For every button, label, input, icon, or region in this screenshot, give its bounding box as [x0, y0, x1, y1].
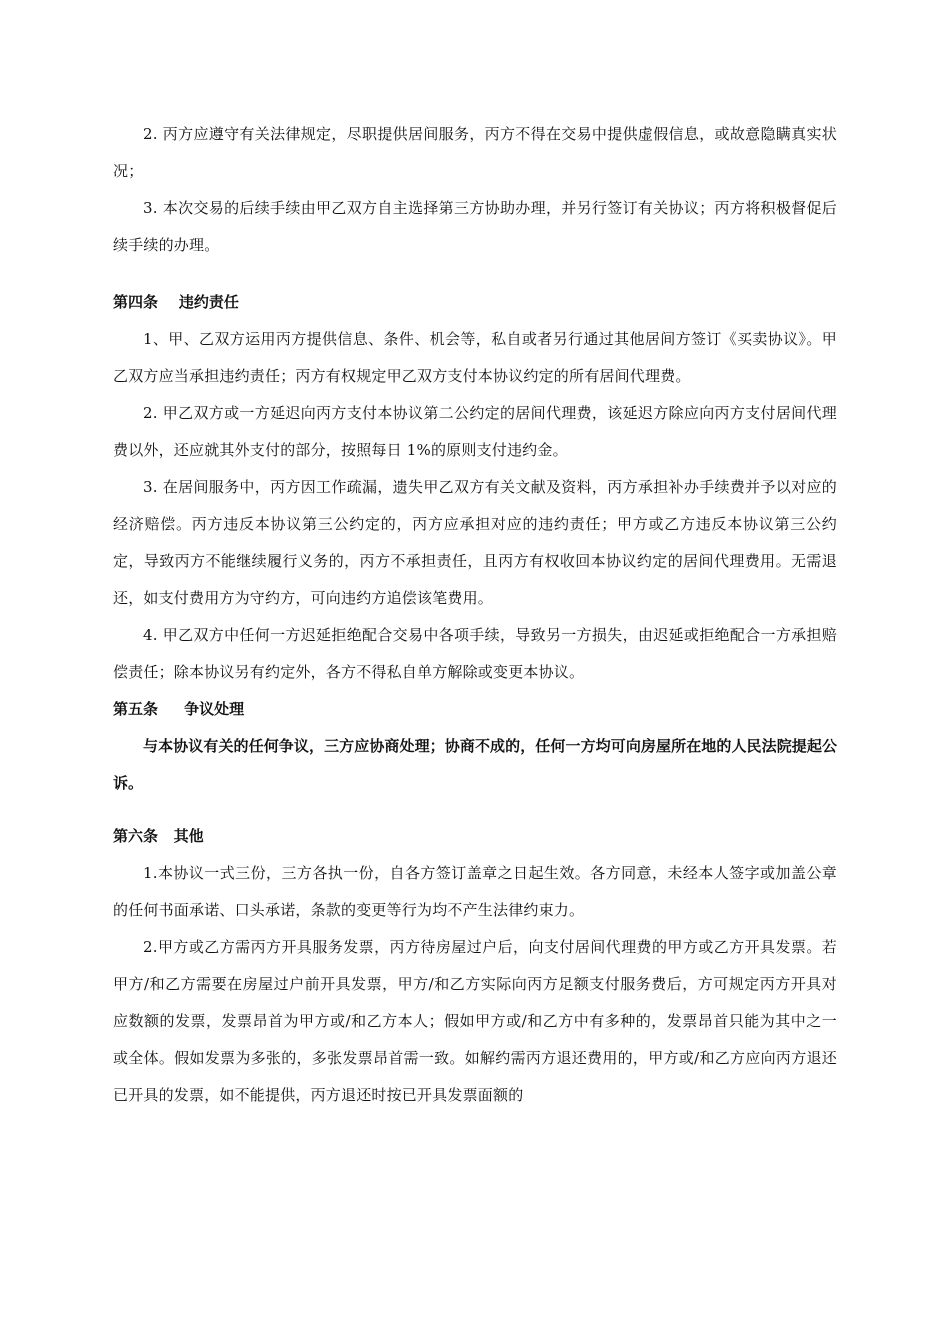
article-6-item-2: 2.甲方或乙方需丙方开具服务发票，丙方待房屋过户后，向支付居间代理费的甲方或乙方开具发票。若甲方/和乙方需要在房屋过户前开具发票，甲方/和乙方实际向丙方足额支付服务费后，方可规定丙方开具对应数额的发票，发票昂首为甲方或/和乙方本人；假如甲方或/和乙方中有多种的，发票昂首只能为其中之一或全体。假如发票为多张的，多张发票昂首需一致。如解约需丙方退还费用的，甲方或/和乙方应向丙方退还已开具的发票，如不能提供，丙方退还时按已开具发票面额的	[113, 938, 837, 1104]
clause-3-item-2: 2. 丙方应遵守有关法律规定，尽职提供居间服务，丙方不得在交易中提供虚假信息，或故意隐瞒真实状况；	[113, 125, 837, 180]
article-4-item-2: 2. 甲乙双方或一方延迟向丙方支付本协议第二公约定的居间代理费，该延迟方除应向丙方支付居间代理费以外，还应就其外支付的部分，按照每日 1%的原则支付违约金。	[113, 404, 837, 459]
article-4-item-4: 4. 甲乙双方中任何一方迟延拒绝配合交易中各项手续，导致另一方损失，由迟延或拒绝配合一方承担赔偿责任；除本协议另有约定外，各方不得私自单方解除或变更本协议。	[113, 626, 837, 681]
article-6-item-1: 1.本协议一式三份，三方各执一份，自各方签订盖章之日起生效。各方同意，未经本人签字或加盖公章的任何书面承诺、口头承诺，条款的变更等行为均不产生法律约束力。	[113, 864, 837, 919]
article-5-body: 与本协议有关的任何争议，三方应协商处理；协商不成的，任何一方均可向房屋所在地的人民法院提起公诉。	[113, 737, 837, 792]
document-page	[113, 116, 837, 1114]
article-4-item-3: 3. 在居间服务中，丙方因工作疏漏，遗失甲乙双方有关文献及资料，丙方承担补办手续费并予以对应的经济赔偿。丙方违反本协议第三公约定的，丙方应承担对应的违约责任；甲方或乙方违反本协议第三公约定，导致丙方不能继续履行义务的，丙方不承担责任，且丙方有权收回本协议约定的居间代理费用。无需退还，如支付费用方为守约方，可向违约方追偿该笔费用。	[113, 478, 837, 607]
clause-3-item-3: 3. 本次交易的后续手续由甲乙双方自主选择第三方协助办理，并另行签订有关协议；丙方将积极督促后续手续的办理。	[113, 199, 837, 254]
article-6-heading: 第六条 其他	[113, 827, 204, 845]
article-5-heading: 第五条 争议处理	[113, 700, 245, 718]
article-4-heading: 第四条 违约责任	[113, 293, 239, 311]
article-4-item-1: 1、甲、乙双方运用丙方提供信息、条件、机会等，私自或者另行通过其他居间方签订《买卖协议》。甲乙双方应当承担违约责任；丙方有权规定甲乙双方支付本协议约定的所有居间代理费。	[113, 330, 837, 385]
